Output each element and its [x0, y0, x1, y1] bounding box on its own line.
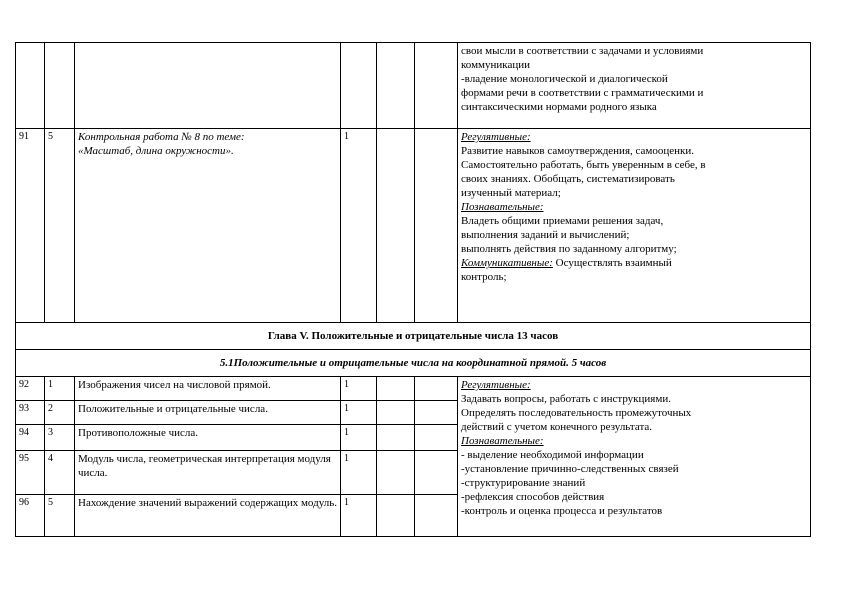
- uud-line: выполнять действия по заданному алгоритму;: [461, 243, 677, 255]
- lesson-index: 3: [45, 425, 75, 451]
- lesson-hours: 1: [341, 129, 377, 323]
- lesson-topic: [75, 129, 341, 323]
- uud-cell: [458, 377, 811, 537]
- uud-line: - выделение необходимой информации: [461, 449, 644, 461]
- lesson-hours: 1: [341, 425, 377, 451]
- lesson-hours: 1: [341, 401, 377, 425]
- lesson-topic: Модуль числа, геометрическая интерпретация модуля числа.: [75, 451, 341, 495]
- lesson-number: 94: [16, 425, 45, 451]
- uud-line: синтаксическими нормами родного языка: [461, 101, 657, 113]
- uud-line: Определять последовательность промежуточных: [461, 407, 692, 419]
- uud-line: Осуществлять взаимный: [552, 257, 672, 269]
- chapter-title: Глава V. Положительные и отрицательные числа 13 часов: [16, 323, 811, 350]
- uud-line: Задавать вопросы, работать с инструкциями.: [461, 393, 671, 405]
- uud-line: действий с учетом конечного результата.: [461, 421, 653, 433]
- table-row: [16, 43, 811, 129]
- uud-line: контроль;: [461, 271, 507, 283]
- lesson-topic: Нахождение значений выражений содержащих модуль.: [75, 495, 341, 537]
- uud-line: -структурирование знаний: [461, 477, 586, 489]
- table-row: [16, 129, 811, 323]
- lesson-number: 91: [16, 129, 45, 323]
- lesson-number: 96: [16, 495, 45, 537]
- lesson-number: 93: [16, 401, 45, 425]
- uud-line: Владеть общими приемами решения задач,: [461, 215, 664, 227]
- regulative-header: Регулятивные:: [461, 379, 531, 391]
- communicative-header: Коммуникативные:: [461, 257, 553, 269]
- uud-line: Развитие навыков самоутверждения, самооценки.: [461, 145, 695, 157]
- uud-line: формами речи в соответствии с грамматическими и: [461, 87, 704, 99]
- topic-line: «Масштаб, длина окружности».: [78, 145, 234, 157]
- lesson-index: 1: [45, 377, 75, 401]
- lesson-topic: Изображения чисел на числовой прямой.: [75, 377, 341, 401]
- cognitive-header: Познавательные:: [461, 435, 544, 447]
- uud-line: -контроль и оценка процесса и результатов: [461, 505, 663, 517]
- uud-line: -рефлексия способов действия: [461, 491, 605, 503]
- uud-line: Самостоятельно работать, быть уверенным в себе, в: [461, 159, 706, 171]
- uud-cell: [458, 43, 811, 129]
- topic-line: Контрольная работа № 8 по теме:: [78, 131, 245, 143]
- subchapter-row: [16, 350, 811, 377]
- cognitive-header: Познавательные:: [461, 201, 544, 213]
- lesson-index: 5: [45, 129, 75, 323]
- uud-line: выполнения заданий и вычислений;: [461, 229, 630, 241]
- lesson-index: 4: [45, 451, 75, 495]
- table-row: [16, 377, 811, 401]
- lesson-topic: Противоположные числа.: [75, 425, 341, 451]
- uud-line: -владение монологической и диалогической: [461, 73, 668, 85]
- uud-line: коммуникации: [461, 59, 530, 71]
- regulative-header: Регулятивные:: [461, 131, 531, 143]
- lesson-number: 92: [16, 377, 45, 401]
- uud-line: изученный материал;: [461, 187, 561, 199]
- uud-line: -установление причинно-следственных связей: [461, 463, 679, 475]
- lesson-hours: 1: [341, 451, 377, 495]
- lesson-hours: 1: [341, 377, 377, 401]
- uud-line: своих знаниях. Обобщать, систематизировать: [461, 173, 675, 185]
- lesson-index: 2: [45, 401, 75, 425]
- lesson-topic: Положительные и отрицательные числа.: [75, 401, 341, 425]
- chapter-row: [16, 323, 811, 350]
- uud-line: свои мысли в соответствии с задачами и условиями: [461, 45, 704, 57]
- lesson-hours: 1: [341, 495, 377, 537]
- lesson-index: 5: [45, 495, 75, 537]
- lesson-plan-table: [15, 42, 811, 537]
- subchapter-title: 5.1Положительные и отрицательные числа на координатной прямой. 5 часов: [16, 350, 811, 377]
- lesson-number: 95: [16, 451, 45, 495]
- uud-cell: [458, 129, 811, 323]
